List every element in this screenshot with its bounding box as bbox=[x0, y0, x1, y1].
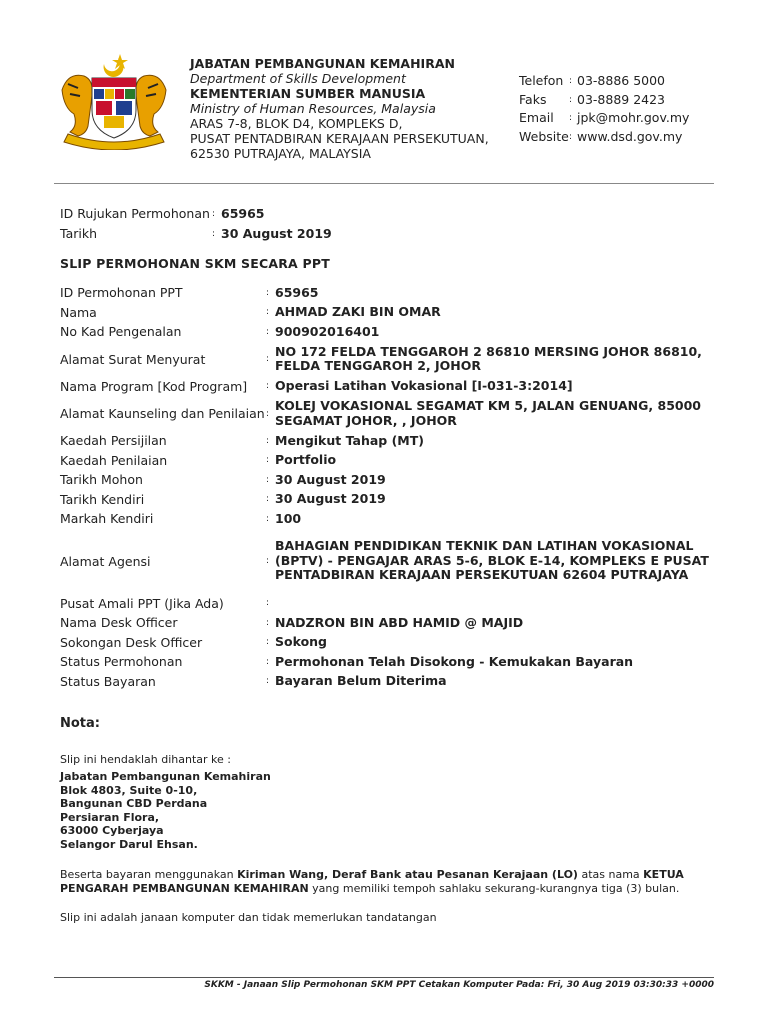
contact-info bbox=[519, 72, 689, 146]
letterhead bbox=[190, 56, 489, 161]
field-label: Pusat Amali PPT (Jika Ada) bbox=[60, 595, 224, 611]
field-row: Status Bayaran : Bayaran Belum Diterima bbox=[60, 672, 720, 692]
payment-text: atas nama bbox=[577, 868, 644, 881]
field-label: Alamat Kaunseling dan Penilaian bbox=[60, 406, 265, 421]
field-row: No Kad Pengenalan : 900902016401 bbox=[60, 322, 720, 342]
reference-row: ID Rujukan Permohonan : 65965 bbox=[60, 204, 332, 224]
payment-instruction bbox=[60, 868, 720, 895]
contact-label: Telefon bbox=[519, 73, 564, 88]
field-row: Alamat Surat Menyurat : NO 172 FELDA TENGGAROH 2 86810 MERSING JOHOR 86810, FELDA TENGGAROH 2, JOHOR bbox=[60, 342, 720, 377]
department-name-ms: JABATAN PEMBANGUNAN KEMAHIRAN bbox=[190, 56, 455, 71]
application-details bbox=[60, 283, 720, 691]
field-value: KOLEJ VOKASIONAL SEGAMAT KM 5, JALAN GENUANG, 85000 SEGAMAT JOHOR, , JOHOR bbox=[275, 398, 701, 428]
field-label: No Kad Pengenalan bbox=[60, 324, 182, 340]
field-label: Kaedah Persijilan bbox=[60, 433, 167, 449]
field-label: Markah Kendiri bbox=[60, 511, 154, 527]
address-line: PUSAT PENTADBIRAN KERAJAAN PERSEKUTUAN, bbox=[190, 131, 489, 146]
field-row: Alamat Kaunseling dan Penilaian : KOLEJ VOKASIONAL SEGAMAT KM 5, JALAN GENUANG, 85000 SEGAMAT JOHOR, , JOHOR bbox=[60, 396, 720, 431]
field-row: Alamat Agensi : BAHAGIAN PENDIDIKAN TEKNIK DAN LATIHAN VOKASIONAL (BPTV) - PENGAJAR ARAS 5-6, BLOK E-14, KOMPLEKS E PUSAT PENTADBIRAN KERAJAAN PERSEKUTUAN 62604 PUTRAJAYA bbox=[60, 529, 720, 594]
field-value: 65965 bbox=[275, 284, 319, 300]
reference-block bbox=[60, 204, 332, 244]
contact-value: 03-8889 2423 bbox=[577, 91, 666, 107]
field-value: Sokong bbox=[275, 634, 328, 649]
submission-address bbox=[60, 770, 271, 851]
payment-text: Beserta bayaran menggunakan bbox=[60, 868, 238, 881]
field-value: AHMAD ZAKI BIN OMAR bbox=[275, 304, 441, 319]
field-value: 30 August 2019 bbox=[275, 471, 386, 487]
field-label: ID Permohonan PPT bbox=[60, 285, 183, 301]
payment-text: yang memiliki tempoh sahlaku sekurang-kurangnya tiga (3) bulan. bbox=[308, 881, 680, 895]
field-row: Pusat Amali PPT (Jika Ada) : bbox=[60, 595, 270, 611]
nota-heading: Nota: bbox=[60, 716, 100, 731]
department-name-en: Department of Skills Development bbox=[190, 71, 406, 86]
computer-generated-note: Slip ini adalah janaan komputer dan tidak memerlukan tandatangan bbox=[60, 911, 437, 924]
field-value: 30 August 2019 bbox=[275, 491, 386, 506]
field-label: Nama bbox=[60, 304, 97, 320]
field-value: Operasi Latihan Vokasional [I-031-3:2014] bbox=[275, 378, 573, 393]
field-row: Kaedah Persijilan : Mengikut Tahap (MT) bbox=[60, 431, 720, 451]
slip-title: SLIP PERMOHONAN SKM SECARA PPT bbox=[60, 256, 330, 271]
field-label: Nama Desk Officer bbox=[60, 615, 178, 631]
field-value: NADZRON BIN ABD HAMID @ MAJID bbox=[275, 614, 524, 630]
field-label: Status Permohonan bbox=[60, 654, 183, 670]
reference-row: Tarikh : 30 August 2019 bbox=[60, 224, 332, 244]
contact-row-email: Email : jpk@mohr.gov.my bbox=[519, 109, 689, 128]
contact-value: 03-8886 5000 bbox=[577, 73, 666, 88]
contact-row-phone: Telefon : 03-8886 5000 bbox=[519, 72, 689, 91]
submission-address-line: Jabatan Pembangunan Kemahiran bbox=[60, 770, 271, 783]
field-value: Bayaran Belum Diterima bbox=[275, 673, 447, 688]
submission-address-line: 63000 Cyberjaya bbox=[60, 824, 164, 837]
contact-label: Faks bbox=[519, 91, 547, 107]
header-divider bbox=[54, 183, 714, 184]
field-label: Alamat Agensi bbox=[60, 553, 151, 569]
address-line: ARAS 7-8, BLOK D4, KOMPLEKS D, bbox=[190, 116, 403, 131]
submission-address-line: Selangor Darul Ehsan. bbox=[60, 837, 198, 851]
ministry-name-en: Ministry of Human Resources, Malaysia bbox=[190, 101, 436, 116]
field-row: Nama Desk Officer : NADZRON BIN ABD HAMID @ MAJID bbox=[60, 613, 720, 633]
field-row: Nama Program [Kod Program] : Operasi Latihan Vokasional [I-031-3:2014] bbox=[60, 377, 720, 397]
payment-methods: Kiriman Wang, Deraf Bank atau Pesanan Kerajaan (LO) bbox=[237, 868, 578, 881]
footer-print-stamp: SKKM - Janaan Slip Permohonan SKM PPT Cetakan Komputer Pada: Fri, 30 Aug 2019 03:30:33 +0000 bbox=[204, 980, 714, 990]
field-row: Tarikh Kendiri : 30 August 2019 bbox=[60, 490, 720, 510]
field-row: Status Permohonan : Permohonan Telah Disokong - Kemukakan Bayaran bbox=[60, 652, 720, 672]
ministry-name-ms: KEMENTERIAN SUMBER MANUSIA bbox=[190, 86, 426, 101]
contact-label: Email bbox=[519, 110, 554, 125]
field-label: Kaedah Penilaian bbox=[60, 452, 168, 468]
address-line: 62530 PUTRAJAYA, MALAYSIA bbox=[190, 146, 371, 161]
field-value: Mengikut Tahap (MT) bbox=[275, 432, 424, 448]
reference-value: 65965 bbox=[221, 206, 265, 221]
field-label: Tarikh Kendiri bbox=[60, 491, 145, 507]
field-label: Nama Program [Kod Program] bbox=[60, 378, 248, 394]
field-label: Sokongan Desk Officer bbox=[60, 634, 203, 650]
coat-of-arms-logo bbox=[58, 50, 170, 150]
field-value: Portfolio bbox=[275, 452, 337, 467]
contact-value: www.dsd.gov.my bbox=[577, 128, 683, 144]
field-row: Markah Kendiri : 100 bbox=[60, 509, 720, 529]
field-row: Tarikh Mohon : 30 August 2019 bbox=[60, 470, 720, 490]
field-value: 100 bbox=[275, 510, 302, 526]
contact-label: Website bbox=[519, 128, 569, 144]
field-label: Tarikh Mohon bbox=[60, 472, 143, 488]
field-row: Sokongan Desk Officer : Sokong bbox=[60, 633, 720, 653]
reference-value: 30 August 2019 bbox=[221, 226, 332, 241]
field-value: NO 172 FELDA TENGGAROH 2 86810 MERSING JOHOR 86810, FELDA TENGGAROH 2, JOHOR bbox=[275, 343, 702, 373]
payee-name: KETUA PENGARAH PEMBANGUNAN KEMAHIRAN bbox=[60, 868, 684, 895]
contact-row-website: Website : www.dsd.gov.my bbox=[519, 128, 689, 147]
reference-label: Tarikh bbox=[60, 226, 97, 241]
field-row: Kaedah Penilaian : Portfolio bbox=[60, 451, 720, 471]
field-row: ID Permohonan PPT : 65965 bbox=[60, 283, 720, 303]
submission-address-line: Bangunan CBD Perdana bbox=[60, 797, 208, 810]
field-label: Alamat Surat Menyurat bbox=[60, 351, 206, 367]
field-value: Permohonan Telah Disokong - Kemukakan Bayaran bbox=[275, 653, 634, 669]
field-row: Nama : AHMAD ZAKI BIN OMAR bbox=[60, 303, 720, 323]
contact-value: jpk@mohr.gov.my bbox=[577, 110, 690, 125]
footer-divider bbox=[54, 977, 714, 978]
field-value: 900902016401 bbox=[275, 323, 380, 339]
field-label: Status Bayaran bbox=[60, 673, 156, 689]
contact-row-fax: Faks : 03-8889 2423 bbox=[519, 91, 689, 110]
submission-address-line: Blok 4803, Suite 0-10, bbox=[60, 783, 198, 797]
nota-intro: Slip ini hendaklah dihantar ke : bbox=[60, 753, 231, 766]
field-value: BAHAGIAN PENDIDIKAN TEKNIK DAN LATIHAN VOKASIONAL (BPTV) - PENGAJAR ARAS 5-6, BLOK E-14, KOMPLEKS E PUSAT PENTADBIRAN KERAJAAN PERSEKUTUAN 62604 PUTRAJAYA bbox=[275, 538, 709, 583]
reference-label: ID Rujukan Permohonan bbox=[60, 206, 210, 221]
submission-address-line: Persiaran Flora, bbox=[60, 810, 160, 824]
